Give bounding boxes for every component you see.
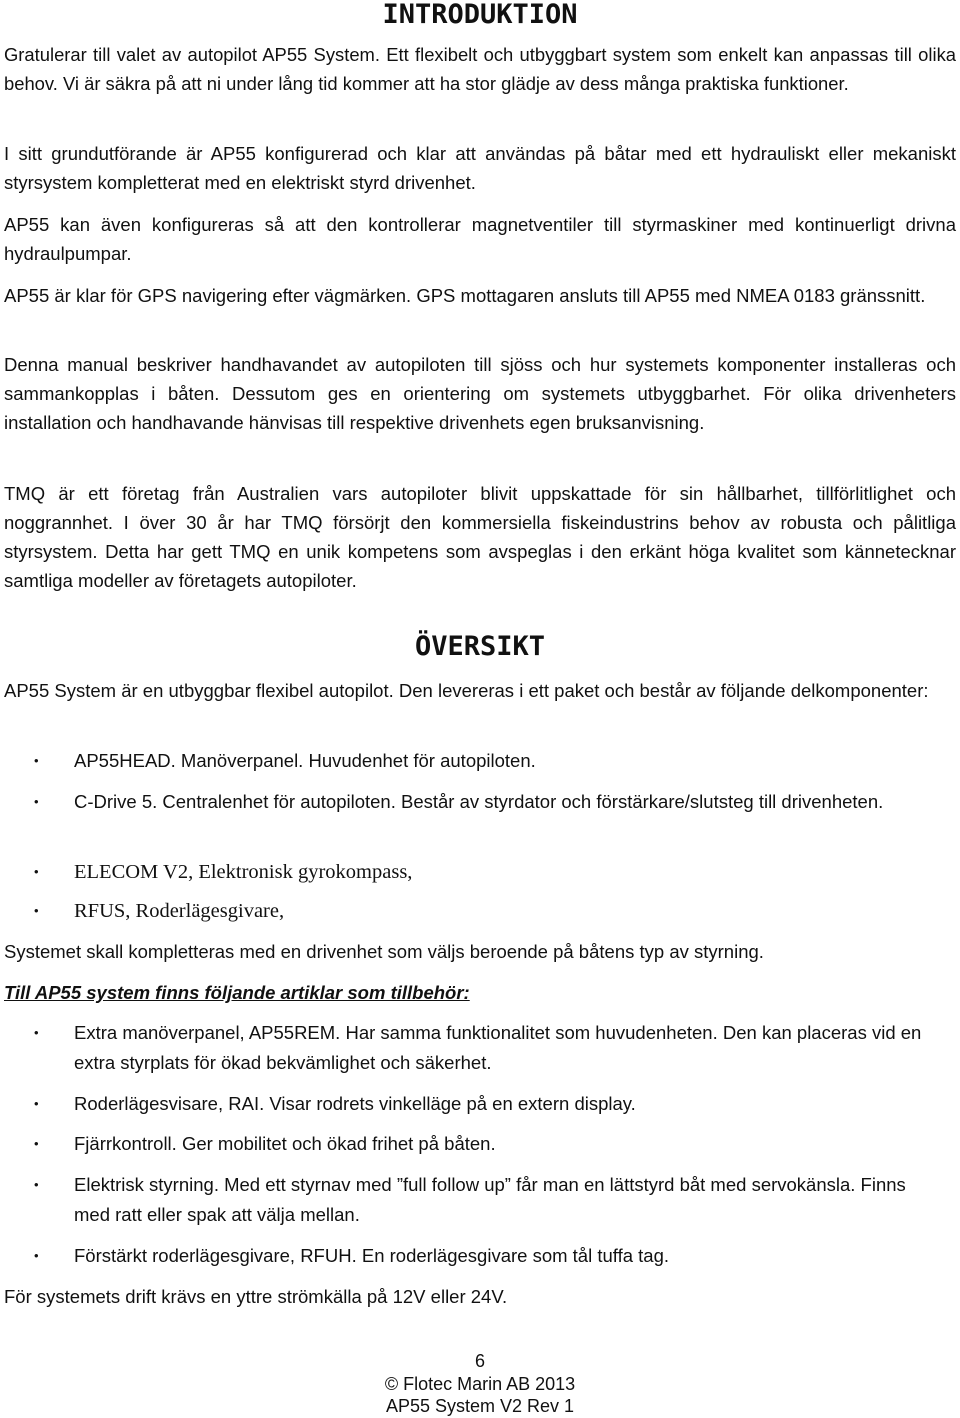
intro-paragraph-6: TMQ är ett företag från Australien vars autopiloter blivit uppskattade för sin hållbarhet, tillförlitlighet och noggrannhet. I över 30 år har TMQ försörjt den kommersiella fiskeindustrins behov av robusta och pålitliga styrsystem. Detta har gett TMQ en unik kompetens som avspeglas i den erkänt höga kvalitet som kännetecknar samtliga modeller av företagets autopiloter. [4, 483, 956, 591]
accessories-heading: Till AP55 system finns följande artiklar som tillbehör: [4, 982, 470, 1003]
bullet-icon: • [34, 903, 39, 918]
bullet-icon: • [34, 753, 39, 768]
component-text: C-Drive 5. Centralenhet för autopiloten. Består av styrdator och förstärkare/slutsteg till drivenheten. [74, 791, 884, 812]
intro-paragraph-2: I sitt grundutförande är AP55 konfigurerad och klar att användas på båtar med ett hydrauliskt eller mekaniskt styrsystem kompletterat med en elektriskt styrd drivenhet. [4, 143, 956, 193]
accessory-text: Roderlägesvisare, RAI. Visar rodrets vinkelläge på en extern display. [74, 1093, 636, 1114]
accessory-text: Elektrisk styrning. Med ett styrnav med ”full follow up” får man en lättstyrd båt med servokänsla. Finns med ratt eller spak att välja mellan. [74, 1174, 906, 1225]
intro-paragraph-5: Denna manual beskriver handhavandet av autopiloten till sjöss och hur systemets komponenter installeras och sammankopplas i båten. Dessutom ges en orientering om systemets utbyggbarhet. För olika drivenheters installation och handhavande hänvisas till respektive drivenhets egen bruksanvisning. [4, 354, 956, 433]
intro-paragraph-4: AP55 är klar för GPS navigering efter vägmärken. GPS mottagaren ansluts till AP55 med NMEA 0183 gränssnitt. [4, 285, 926, 306]
bullet-icon: • [34, 1136, 39, 1151]
accessory-text: Extra manöverpanel, AP55REM. Har samma funktionalitet som huvudenheten. Den kan placeras vid en extra styrplats för ökad bekvämlighet och säkerhet. [74, 1022, 922, 1073]
intro-paragraph-3: AP55 kan även konfigureras så att den kontrollerar magnetventiler till styrmaskiner med kontinuerligt drivna hydraulpumpar. [4, 214, 956, 264]
overview-paragraph-2: Systemet skall kompletteras med en drivenhet som väljs beroende på båtens typ av styrning. [4, 941, 764, 962]
component-text: RFUS, Roderlägesgivare, [74, 900, 285, 922]
component-text: AP55HEAD. Manöverpanel. Huvudenhet för autopiloten. [74, 750, 536, 771]
footer-doc-id: AP55 System V2 Rev 1 [385, 1396, 575, 1416]
footer-copyright: © Flotec Marin AB 2013 [384, 1374, 576, 1394]
overview-title: ÖVERSIKT [414, 631, 546, 662]
bullet-icon: • [34, 1177, 39, 1192]
bullet-icon: • [34, 1096, 39, 1111]
bullet-icon: • [34, 794, 39, 809]
intro-paragraph-1: Gratulerar till valet av autopilot AP55 System. Ett flexibelt och utbyggbart system som enkelt kan anpassas till olika behov. Vi är säkra på att ni under lång tid kommer att ha stor glädje av dess många praktiska funktioner. [4, 44, 956, 94]
accessory-text: Fjärrkontroll. Ger mobilitet och ökad frihet på båten. [74, 1133, 496, 1154]
page-number: 6 [474, 1351, 485, 1371]
overview-paragraph-3: För systemets drift krävs en yttre strömkälla på 12V eller 24V. [4, 1286, 508, 1307]
overview-paragraph-1: AP55 System är en utbyggbar flexibel autopilot. Den levereras i ett paket och består av följande delkomponenter: [4, 680, 929, 701]
bullet-icon: • [34, 1248, 39, 1263]
component-text: ELECOM V2, Elektronisk gyrokompass, [74, 861, 413, 883]
intro-title: INTRODUKTION [382, 0, 578, 30]
bullet-icon: • [34, 1025, 39, 1040]
accessory-text: Förstärkt roderlägesgivare, RFUH. En roderlägesgivare som tål tuffa tag. [74, 1245, 669, 1266]
bullet-icon: • [34, 864, 39, 879]
